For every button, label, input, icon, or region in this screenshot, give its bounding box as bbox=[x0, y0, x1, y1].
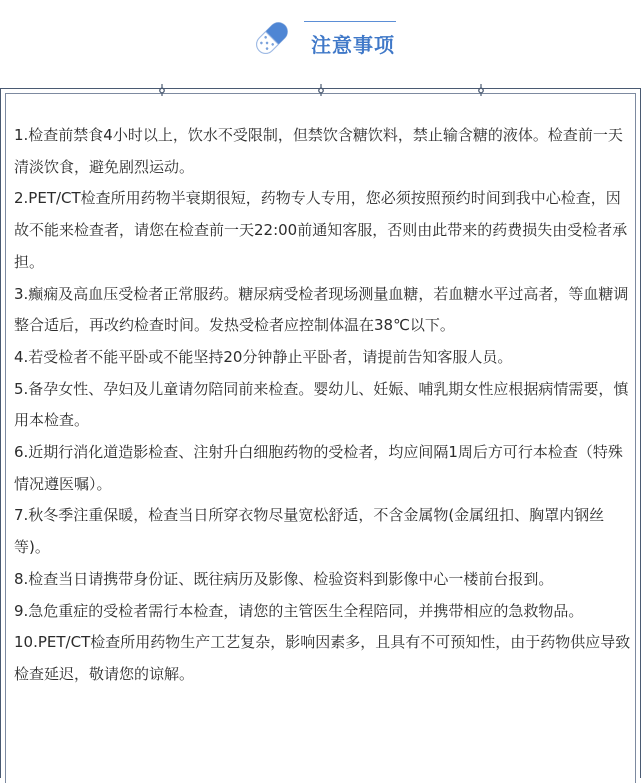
notice-item: 1.检查前禁食4小时以上，饮水不受限制，但禁饮含糖饮料，禁止输含糖的液体。检查前一天清淡饮食，避免剧烈运动。 bbox=[14, 126, 623, 176]
frame-clip-icon bbox=[318, 84, 324, 96]
notice-item: 4.若受检者不能平卧或不能坚持20分钟静止平卧者，请提前告知客服人员。 bbox=[14, 347, 513, 366]
notice-item: 3.癫痫及高血压受检者正常服药。糖尿病受检者现场测量血糖，若血糖水平过高者，等血糖调整合适后，再改约检查时间。发热受检者应控制体温在38℃以下。 bbox=[14, 284, 629, 335]
frame-clip-icon bbox=[159, 84, 165, 96]
notice-item: 2.PET/CT检查所用药物半衰期很短，药物专人专用，您必须按照预约时间到我中心检查，因故不能来检查者，请您在检查前一天22:00前通知客服，否则由此带来的药费损失由受检者承担。 bbox=[14, 189, 628, 271]
notice-item: 7.秋冬季注重保暖，检查当日所穿衣物尽量宽松舒适，不含金属物(金属纽扣、胸罩内钢丝等)。 bbox=[14, 506, 605, 557]
capsule-icon bbox=[250, 16, 294, 60]
page-title: 注意事项 bbox=[311, 33, 395, 57]
notice-item: 8.检查当日请携带身份证、既往病历及影像、检验资料到影像中心一楼前台报到。 bbox=[14, 569, 554, 588]
notice-item: 9.急危重症的受检者需行本检查，请您的主管医生全程陪同，并携带相应的急救物品。 bbox=[14, 601, 584, 620]
frame-clip-icon bbox=[478, 84, 484, 96]
notice-item: 10.PET/CT检查所用药物生产工艺复杂，影响因素多，且具有不可预知性，由于药物供应导致检查延迟，敬请您的谅解。 bbox=[14, 633, 631, 683]
title-decoration-line bbox=[304, 21, 396, 22]
notice-list bbox=[14, 120, 632, 691]
header bbox=[0, 0, 641, 84]
notice-item: 6.近期行消化道造影检查、注射升白细胞药物的受检者，均应间隔1周后方可行本检查（特殊情况遵医嘱）。 bbox=[14, 443, 623, 493]
notice-item: 5.备孕女性、孕妇及儿童请勿陪同前来检查。婴幼儿、妊娠、哺乳期女性应根据病情需要，慎用本检查。 bbox=[14, 379, 629, 430]
